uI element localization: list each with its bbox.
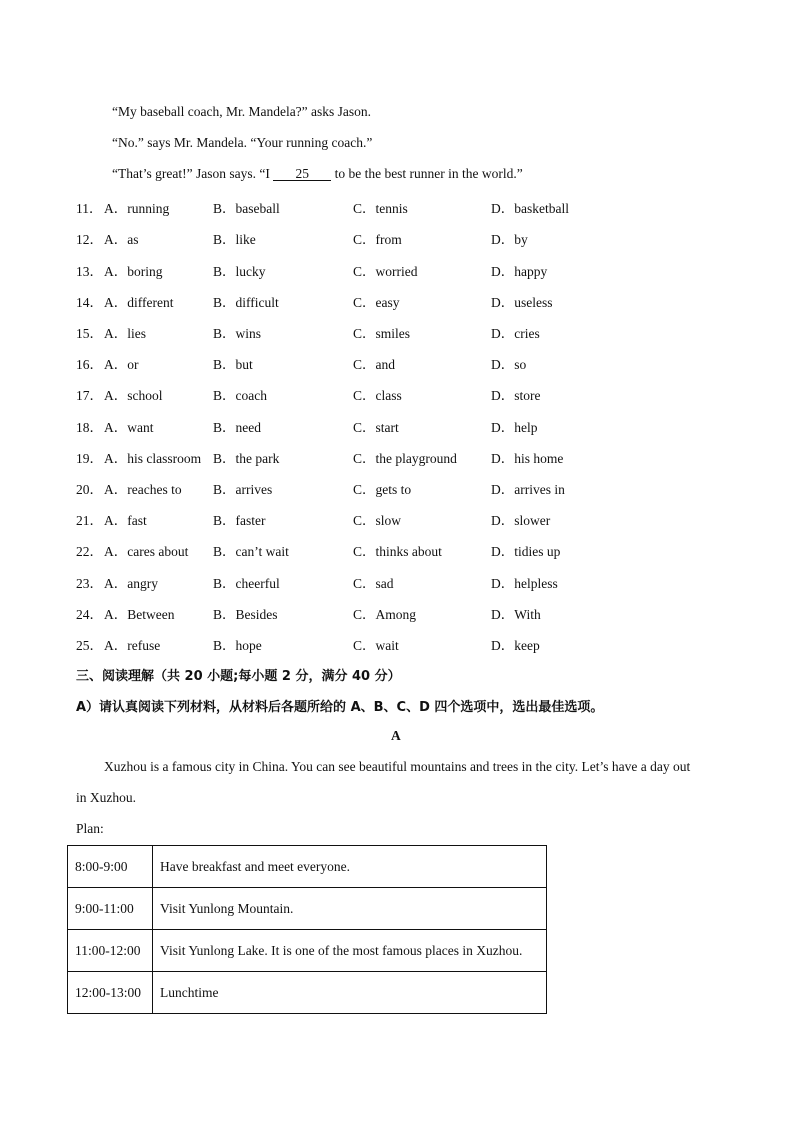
option-a: A．want <box>104 420 154 435</box>
option-c: C．the playground <box>353 451 457 466</box>
option-d: D．arrives in <box>491 482 565 497</box>
option-a: A．as <box>104 232 139 247</box>
option-c: C．Among <box>353 607 417 622</box>
plan-time: 11:00-12:00 <box>68 930 153 972</box>
option-b: B．Besides <box>213 607 278 622</box>
option-b: B．like <box>213 232 256 247</box>
question-number: 21． <box>76 513 103 528</box>
passage-label: A <box>391 728 401 743</box>
table-row <box>68 888 547 930</box>
plan-activity: Lunchtime <box>153 972 547 1014</box>
option-d: D．store <box>491 388 541 403</box>
option-c: C．and <box>353 357 395 372</box>
option-d: D．With <box>491 607 541 622</box>
question-number: 20． <box>76 482 103 497</box>
question-number: 13． <box>76 264 103 279</box>
question-number: 12． <box>76 232 103 247</box>
option-b: B．can’t wait <box>213 544 289 559</box>
plan-activity: Visit Yunlong Lake. It is one of the most famous places in Xuzhou. <box>153 930 547 972</box>
option-b: B．need <box>213 420 261 435</box>
plan-time: 12:00-13:00 <box>68 972 153 1014</box>
option-c: C．class <box>353 388 402 403</box>
option-b: B．the park <box>213 451 280 466</box>
question-number: 22． <box>76 544 103 559</box>
option-c: C．slow <box>353 513 402 528</box>
option-a: A．boring <box>104 264 163 279</box>
question-number: 25． <box>76 638 103 653</box>
plan-time: 8:00-9:00 <box>68 846 153 888</box>
option-d: D．help <box>491 420 538 435</box>
option-a: A．reaches to <box>104 482 182 497</box>
option-c: C．start <box>353 420 399 435</box>
option-b: B．coach <box>213 388 267 403</box>
option-c: C．easy <box>353 295 400 310</box>
passage-intro-line-2: in Xuzhou. <box>76 790 136 805</box>
option-c: C．tennis <box>353 201 408 216</box>
option-a: A．refuse <box>104 638 161 653</box>
option-d: D．slower <box>491 513 551 528</box>
option-c: C．worried <box>353 264 418 279</box>
option-b: B．difficult <box>213 295 279 310</box>
question-number: 19． <box>76 451 103 466</box>
question-number: 18． <box>76 420 103 435</box>
section-instruction: A）请认真阅读下列材料，从材料后各题所给的 A、B、C、D 四个选项中，选出最佳选项。 <box>76 700 604 715</box>
dialog-line-2: “No.” says Mr. Mandela. “Your running coach.” <box>112 135 373 150</box>
option-d: D．helpless <box>491 576 558 591</box>
option-c: C．smiles <box>353 326 411 341</box>
plan-label: Plan: <box>76 821 104 836</box>
option-d: D．keep <box>491 638 540 653</box>
question-number: 24． <box>76 607 103 622</box>
option-c: C．thinks about <box>353 544 442 559</box>
option-a: A．school <box>104 388 163 403</box>
question-number: 11． <box>76 201 103 216</box>
dialog-line-3-before: “That’s great!” Jason says. “I <box>112 166 274 181</box>
blank-25: 25 <box>273 168 331 181</box>
option-c: C．from <box>353 232 402 247</box>
option-b: B．faster <box>213 513 266 528</box>
option-a: A．angry <box>104 576 158 591</box>
option-b: B．hope <box>213 638 262 653</box>
option-a: A．or <box>104 357 139 372</box>
option-c: C．sad <box>353 576 394 591</box>
option-b: B．cheerful <box>213 576 280 591</box>
option-a: A．running <box>104 201 170 216</box>
option-b: B．baseball <box>213 201 280 216</box>
plan-activity: Have breakfast and meet everyone. <box>153 846 547 888</box>
option-d: D．cries <box>491 326 540 341</box>
dialog-line-3-after: to be the best runner in the world.” <box>331 166 523 181</box>
question-number: 14． <box>76 295 103 310</box>
dialog-line-1: “My baseball coach, Mr. Mandela?” asks Jason. <box>112 104 372 119</box>
option-d: D．by <box>491 232 528 247</box>
option-a: A．his classroom <box>104 451 202 466</box>
section-title: 三、阅读理解（共 20 小题;每小题 2 分，满分 40 分） <box>76 669 401 684</box>
option-a: A．fast <box>104 513 147 528</box>
option-b: B．lucky <box>213 264 266 279</box>
option-d: D．his home <box>491 451 564 466</box>
table-row <box>68 930 547 972</box>
option-a: A．different <box>104 295 174 310</box>
passage-intro-line-1: Xuzhou is a famous city in China. You can see beautiful mountains and trees in the city. Let’s have a day out <box>104 759 691 774</box>
table-row <box>68 972 547 1014</box>
question-number: 16． <box>76 357 103 372</box>
option-a: A．lies <box>104 326 146 341</box>
table-row <box>68 846 547 888</box>
option-b: B．but <box>213 357 253 372</box>
question-number: 15． <box>76 326 103 341</box>
option-d: D．basketball <box>491 201 569 216</box>
plan-time: 9:00-11:00 <box>68 888 153 930</box>
option-c: C．gets to <box>353 482 412 497</box>
option-d: D．happy <box>491 264 548 279</box>
option-d: D．useless <box>491 295 553 310</box>
option-d: D．so <box>491 357 527 372</box>
plan-activity: Visit Yunlong Mountain. <box>153 888 547 930</box>
option-a: A．cares about <box>104 544 189 559</box>
question-number: 17． <box>76 388 103 403</box>
option-b: B．arrives <box>213 482 273 497</box>
dialog-line-3 <box>112 166 523 182</box>
option-b: B．wins <box>213 326 262 341</box>
option-a: A．Between <box>104 607 175 622</box>
option-c: C．wait <box>353 638 399 653</box>
plan-table <box>67 845 547 1014</box>
question-number: 23． <box>76 576 103 591</box>
option-d: D．tidies up <box>491 544 561 559</box>
